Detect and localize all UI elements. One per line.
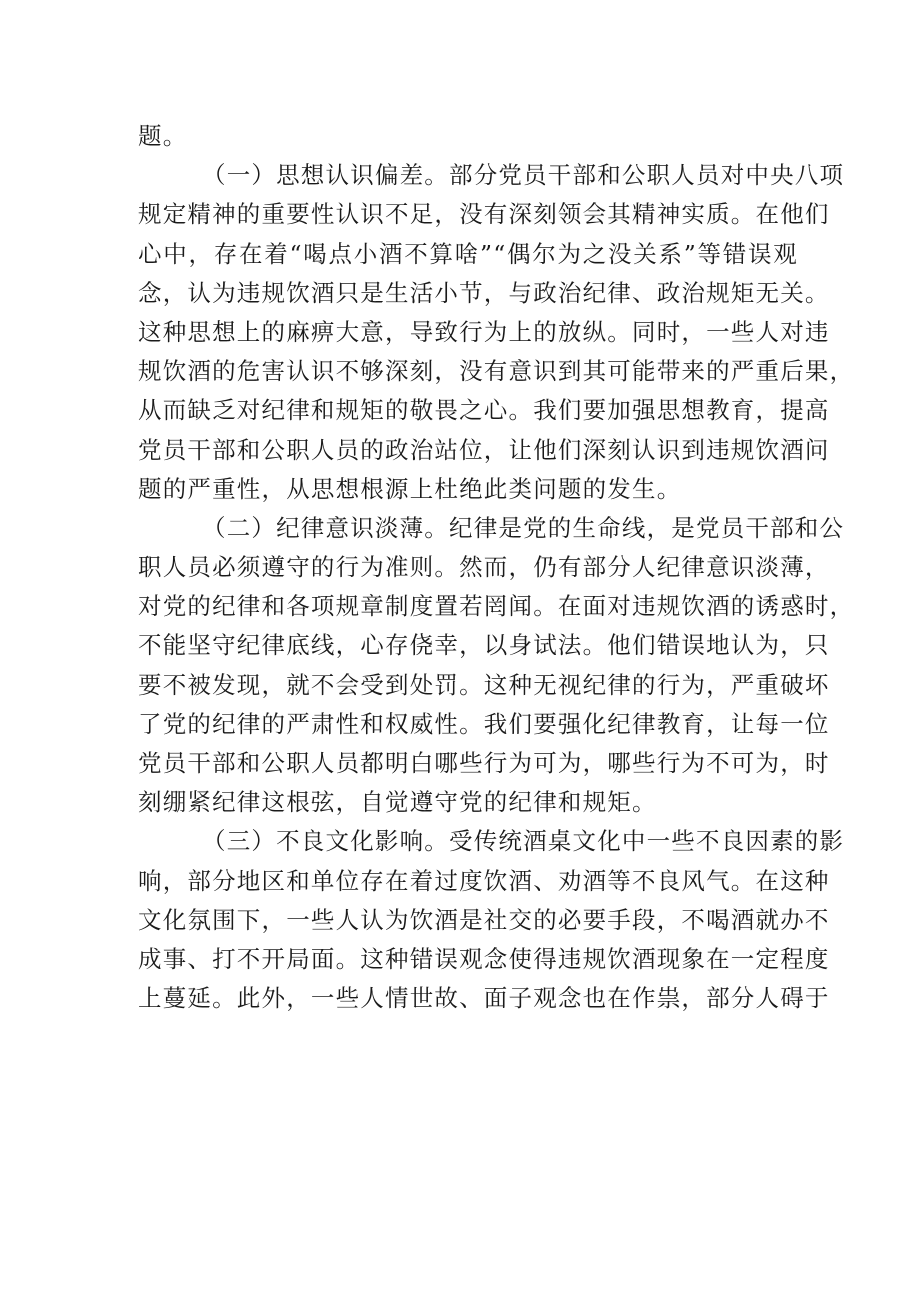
text-line: （三）不良文化影响。受传统酒桌文化中一些不良因素的影 xyxy=(202,827,845,856)
text-line: 职人员必须遵守的行为准则。然而，仍有部分人纪律意识淡薄， xyxy=(138,553,830,582)
text-line: 成事、打不开局面。这种错误观念使得违规饮酒现象在一定程度 xyxy=(138,944,830,973)
text-line: 规定精神的重要性认识不足，没有深刻领会其精神实质。在他们 xyxy=(138,200,830,229)
text-line: 上蔓延。此外，一些人情世故、面子观念也在作祟，部分人碍于 xyxy=(138,984,830,1013)
text-line: （一）思想认识偏差。部分党员干部和公职人员对中央八项 xyxy=(202,161,845,190)
text-line: 党员干部和公职人员都明白哪些行为可为，哪些行为不可为，时 xyxy=(138,749,830,777)
text-line: 题的严重性，从思想根源上杜绝此类问题的发生。 xyxy=(138,474,682,503)
text-line: 心中，存在着“喝点小酒不算啥”“偶尔为之没关系”等错误观 xyxy=(138,239,798,268)
text-line: 要不被发现，就不会受到处罚。这种无视纪律的行为，严重破坏 xyxy=(138,670,830,699)
text-line: 对党的纪律和各项规章制度置若罔闻。在面对违规饮酒的诱惑时， xyxy=(138,592,855,621)
text-line: 了党的纪律的严肃性和权威性。我们要强化纪律教育，让每一位 xyxy=(138,709,830,738)
text-line: 党员干部和公职人员的政治站位，让他们深刻认识到违规饮酒问 xyxy=(138,435,830,464)
text-line: 文化氛围下，一些人认为饮酒是社交的必要手段，不喝酒就办不 xyxy=(138,905,830,934)
text-line: 响，部分地区和单位存在着过度饮酒、劝酒等不良风气。在这种 xyxy=(138,866,830,895)
text-line: 题。 xyxy=(138,122,188,150)
document-body-text xyxy=(138,117,855,1018)
text-line: 念，认为违规饮酒只是生活小节，与政治纪律、政治规矩无关。 xyxy=(138,278,830,307)
text-line: 这种思想上的麻痹大意，导致行为上的放纵。同时，一些人对违 xyxy=(138,317,830,346)
text-line: （二）纪律意识淡薄。纪律是党的生命线，是党员干部和公 xyxy=(202,513,845,542)
text-line: 不能坚守纪律底线，心存侥幸，以身试法。他们错误地认为，只 xyxy=(138,631,830,660)
text-line: 规饮酒的危害认识不够深刻，没有意识到其可能带来的严重后果， xyxy=(138,357,855,386)
text-line: 从而缺乏对纪律和规矩的敬畏之心。我们要加强思想教育，提高 xyxy=(138,396,830,425)
text-line: 刻绷紧纪律这根弦，自觉遵守党的纪律和规矩。 xyxy=(138,788,657,817)
